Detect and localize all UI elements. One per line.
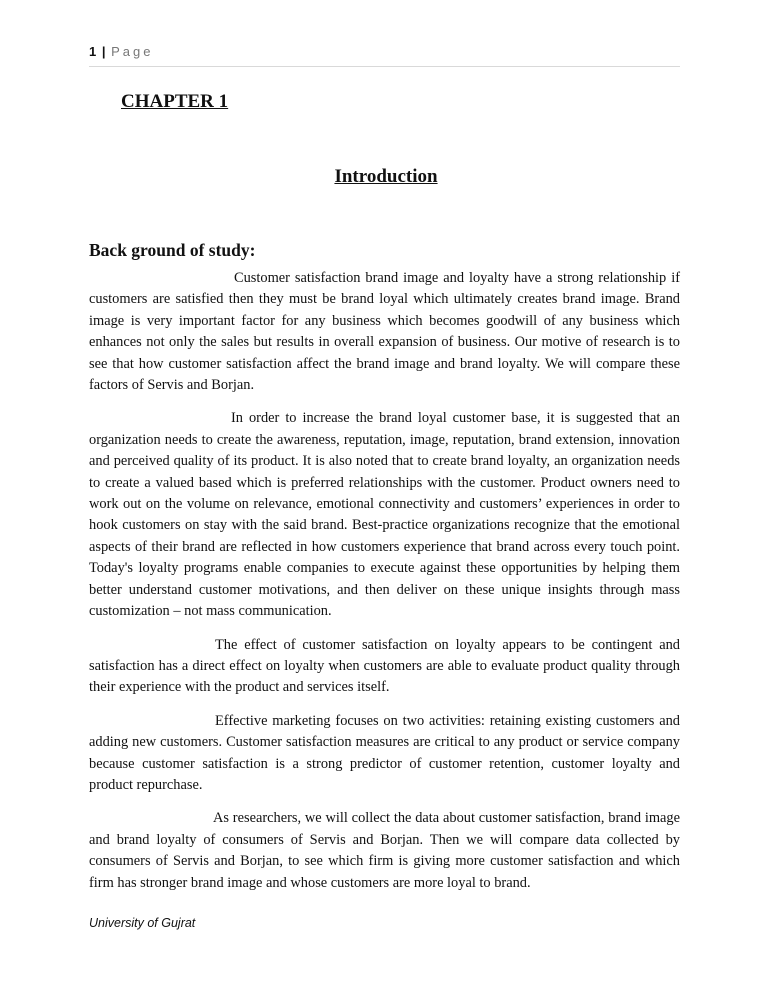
intro-heading-wrapper [0, 166, 768, 188]
page-header [89, 44, 680, 67]
paragraph-3: The effect of customer satisfaction on loyalty appears to be contingent and satisfaction has a direct effect on loyalty when customers are able to evaluate product quality through their experience with the product and services itself. [89, 636, 680, 696]
header-separator: | [101, 44, 106, 59]
chapter-title: CHAPTER 1 [121, 91, 229, 112]
intro-title: Introduction [334, 166, 438, 187]
paragraph-5: As researchers, we will collect the data about customer satisfaction, brand image and brand loyalty of consumers of Servis and Borjan. Then we will compare data collected by consumers of Servis and Borjan, to see which firm is giving more customer satisfaction and which firm has stronger brand image and whose customers are more loyal to brand. [89, 810, 680, 891]
document-body [89, 268, 680, 906]
page-footer: University of Gujrat [89, 916, 196, 930]
section-heading: Back ground of study: [89, 240, 256, 260]
paragraph-4: Effective marketing focuses on two activities: retaining existing customers and adding new customers. Customer satisfaction measures are critical to any product or service company because customer satisfaction is a strong predictor of customer retention, customer loyalty and product repurchase. [89, 712, 680, 793]
page-label: Page [111, 44, 154, 59]
paragraph-1: Customer satisfaction brand image and loyalty have a strong relationship if customers are satisfied then they must be brand loyal which ultimately creates brand image. Brand image is very important factor for any business which becomes goodwill of any business which enhances not only the sales but results in overall expansion of business. Our motive of research is to see that how customer satisfaction affect the brand image and brand loyalty. We will compare these factors of Servis and Borjan. [89, 270, 680, 394]
paragraph-2: In order to increase the brand loyal customer base, it is suggested that an organization needs to create the awareness, reputation, image, reputation, brand extension, innovation and perceived quality of its product. It is also noted that to create brand loyalty, an organization needs to create a valued based which is preferred relationships with the customer. Product owners need to work out on the volume on relevance, emotional connectivity and customers’ experiences in order to hook customers on stay with the said brand. Best-practice organizations recognize that the emotional aspects of their brand are reflected in how customers experience that brand across every touch point. Today's loyalty programs enable companies to execute against these opportunities by helping them better understand customer motivations, and then deliver on these unique insights through mass customization – not mass communication. [89, 410, 680, 620]
page-number: 1 [89, 44, 97, 59]
